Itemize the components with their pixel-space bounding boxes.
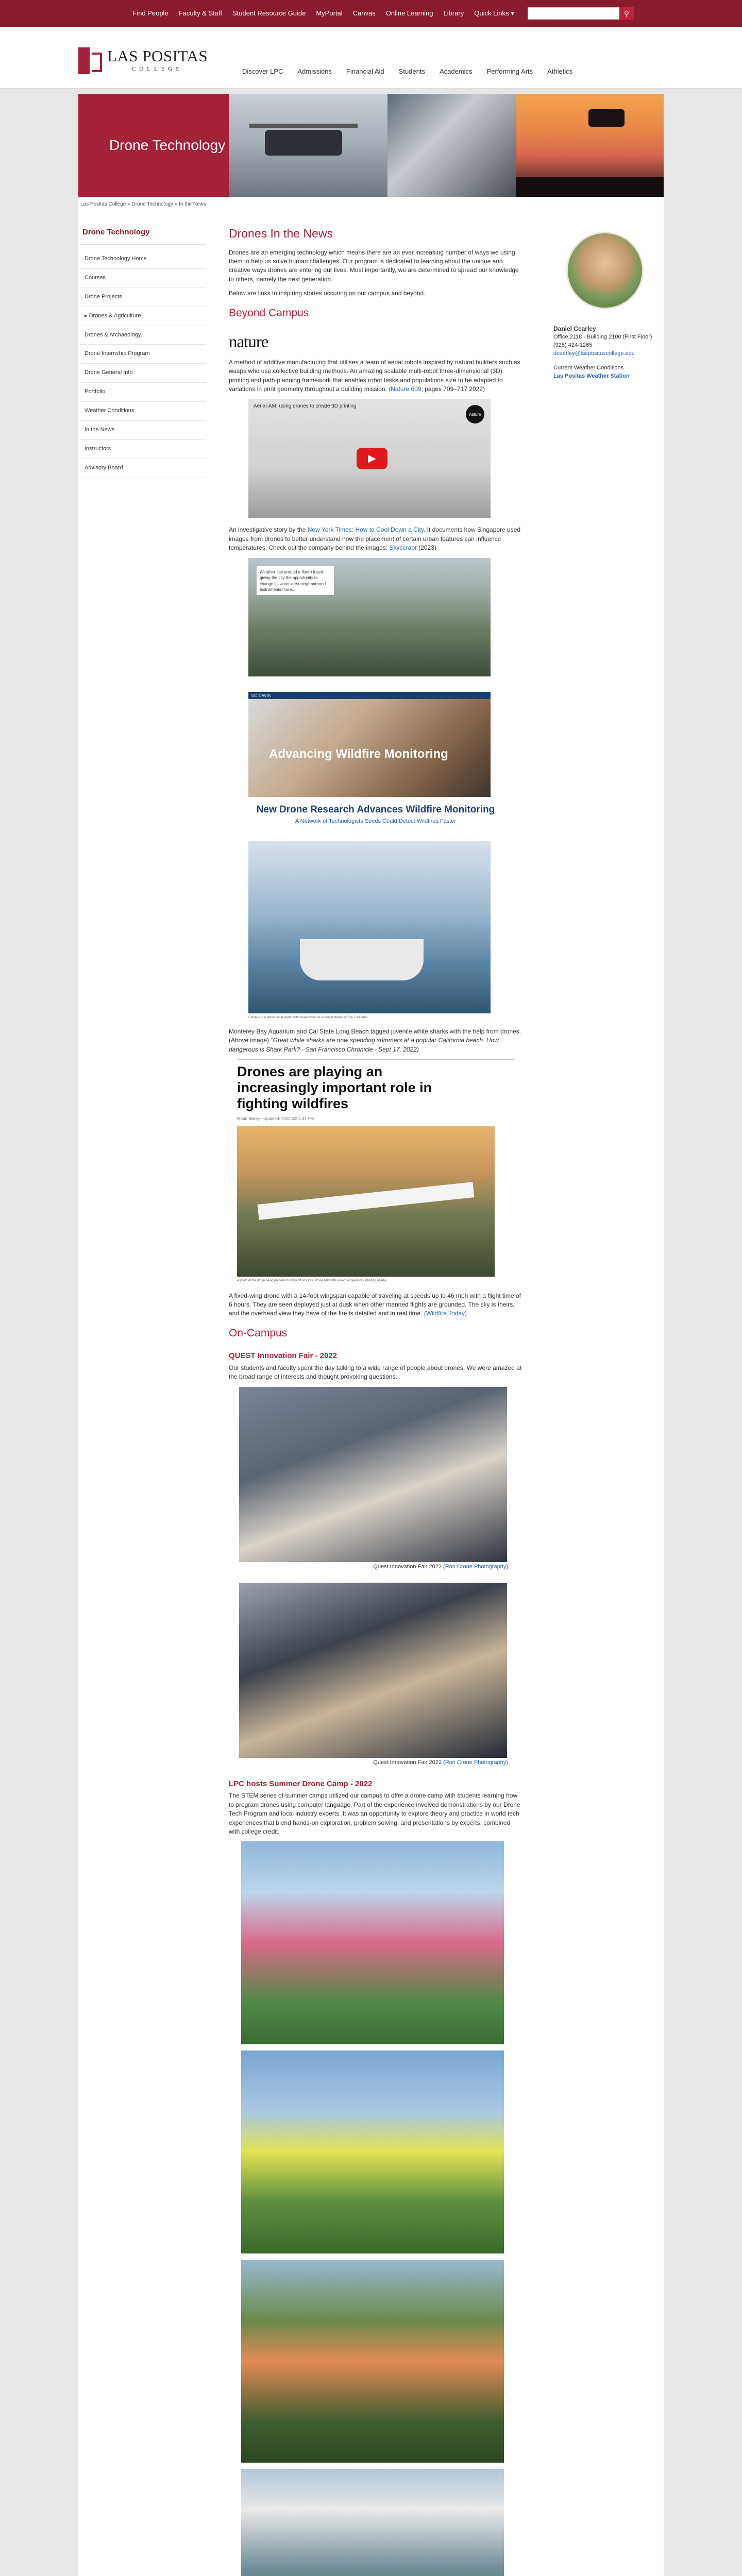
city-aerial-image (248, 558, 491, 676)
shark-boat-image (248, 841, 491, 1013)
utility-link-myportal[interactable]: MyPortal (316, 9, 343, 17)
video-title: Aerial-AM: using drones to create 3D printing (254, 403, 357, 410)
camp-photo-1 (241, 1841, 504, 2044)
nature-logo: nature (229, 332, 268, 351)
nav-students[interactable]: Students (398, 67, 425, 75)
main-content (229, 227, 522, 2576)
instructor-office: Office 2118 - Building 2100 (First Floor) (553, 334, 652, 341)
skyscrapr-link[interactable]: Skyscrapr (389, 544, 417, 552)
top-utility-bar (0, 0, 742, 27)
play-icon: ▶ (368, 452, 376, 464)
fixed-wing-drone-image (237, 1126, 495, 1277)
sidebar-item-advisory-board[interactable]: Advisory Board (80, 459, 206, 478)
nature-text: A method of additive manufacturing that utilises a team of aerial robots inspired by natural builders such as wasps who use collective building methods. An amazing scalable multi-robot three-dimensional (3D) printing and path-planning framework that enables robot tasks and populations size to be adapted to variations in print geometry throughout a building mission. (229, 358, 520, 393)
chevron-right-icon: ▸ (85, 312, 89, 319)
avatar (566, 232, 644, 309)
logo-line1: LAS POSITAS (107, 47, 208, 65)
nature-paragraph (229, 358, 522, 394)
search-button[interactable] (619, 7, 634, 20)
banner-title: Drone Technology (109, 137, 226, 153)
site-search (528, 7, 634, 20)
breadcrumb[interactable]: Las Positas College » Drone Technology » In the News (78, 197, 664, 210)
shark-paragraph (229, 1027, 522, 1054)
quest-photo-1-credit (229, 1563, 508, 1571)
credit-text: Quest Innovation Fair 2022 (373, 1759, 444, 1766)
sidebar-item-instructors[interactable]: Instructors (80, 440, 206, 459)
nav-financial-aid[interactable]: Financial Aid (346, 67, 384, 75)
sidebar-title[interactable]: Drone Technology (80, 227, 206, 245)
chevron-down-icon: ▾ (511, 9, 514, 17)
banner-image-sunset-drone (516, 94, 664, 197)
wildfire-today-link[interactable]: (Wildfire Today) (424, 1310, 467, 1317)
shark-source: - San Francisco Chronicle - Sept 17, 2022) (300, 1045, 419, 1053)
fixed-wing-text: A fixed-wing drone with a 14-foot wingspan capable of traveling at speeds up to 46 mph with a flight time of 6 hours. They are seen deployed just at dusk when other manned flights are grounded. The sky is theirs, and the overhead view they have of the fire is detailed and in real time. (229, 1292, 521, 1317)
banner-image-controller (387, 94, 516, 197)
nyt-text-pre: An investigative story by the (229, 526, 308, 534)
intro-paragraph: Drones are an emerging technology which means there are an ever increasing number of ways we using them to help us solve human challenges. Our program is dedicated to learning about the unique and creative ways drones are entering our lives. Most importantly, we are determined to spread our knowledge to others, namely the next generation. (229, 248, 519, 283)
quest-photo-1 (239, 1387, 507, 1562)
sidebar-item-courses[interactable]: Courses (80, 269, 206, 288)
instructor-name: Daniel Cearley (553, 325, 596, 332)
fixed-wing-paragraph (229, 1292, 522, 1318)
utility-link-canvas[interactable]: Canvas (352, 9, 376, 17)
sidebar-list (80, 250, 206, 478)
logo-text (107, 48, 208, 74)
nyt-year: (2023) (416, 544, 436, 552)
utility-link-online-learning[interactable]: Online Learning (385, 9, 433, 17)
college-logo[interactable] (78, 47, 208, 74)
video-embed[interactable] (248, 399, 491, 518)
page-banner (78, 94, 664, 197)
article-byline: Marin Bailey · Updated: 7/3/2022 4:41 PM (237, 1116, 314, 1122)
wildfire-overlay-title: Advancing Wildfire Monitoring (269, 747, 448, 761)
nyt-link[interactable]: New York Times: How to Cool Down a City (307, 526, 424, 534)
site-header (0, 27, 742, 89)
ucdavis-bar: UC DAVIS (248, 692, 491, 699)
boat-image-caption: Campus of a drone being tested with researchers on a boat in Monterey Bay, California (248, 1016, 368, 1020)
sidebar-item-archaeology[interactable]: Drones & Archaeology (80, 326, 206, 345)
weather-station-link[interactable]: Las Positas Weather Station (553, 373, 630, 380)
sidebar-item-general-info[interactable]: Drone General Info (80, 364, 206, 383)
article-headline: Drones are playing an increasingly important role in fighting wildfires (237, 1064, 432, 1112)
search-icon: ⚲ (623, 9, 630, 18)
camp-photo-3 (241, 2260, 504, 2463)
sidebar-item-label: Drones & Agriculture (89, 312, 141, 319)
banner-wrapper (0, 89, 742, 197)
quick-links-label: Quick Links (474, 9, 509, 17)
intro-paragraph-2: Below are links to inspiring stories occuring on our campus and beyond. (229, 290, 426, 297)
article-caption: A photo of the drone being prepared for takeoff at a local drone field with a team of operators standing nearby. (237, 1279, 387, 1282)
instructor-profile (553, 227, 656, 2576)
section-on-campus: On-Campus (229, 1327, 288, 1339)
search-input[interactable] (528, 7, 619, 20)
utility-link-library[interactable]: Library (443, 9, 464, 17)
credit-text: Quest Innovation Fair 2022 (373, 1563, 444, 1570)
utility-link-quick-links[interactable] (474, 9, 514, 19)
main-nav (242, 67, 572, 77)
quest-title: QUEST Innovation Fair - 2022 (229, 1351, 338, 1361)
nyt-text-post: . It documents how Singapore used images from drones to better understand how the placement of certain urban features can influence temperatures. Check out the company behind the images: (229, 526, 521, 552)
content-area (78, 210, 664, 2576)
section-beyond-campus: Beyond Campus (229, 307, 309, 319)
sidebar-item-in-the-news[interactable]: In the News (80, 421, 206, 440)
sidebar-item-agriculture[interactable] (80, 307, 206, 326)
sidebar-item-portfolio[interactable]: Portfolio (80, 383, 206, 402)
nav-academics[interactable]: Academics (439, 67, 473, 75)
nav-admissions[interactable]: Admissions (297, 67, 332, 75)
logo-mark-icon (78, 47, 104, 74)
utility-link-faculty-staff[interactable]: Faculty & Staff (178, 9, 222, 17)
city-image-caption-box: Weather fast around a fluoro fused... giving the city the opportunity to change its water-area neighborhood. Instruments more... (257, 566, 334, 595)
sidebar (78, 227, 206, 2576)
sidebar-item-internship[interactable]: Drone Internship Program (80, 345, 206, 364)
video-channel-badge: nature (466, 405, 484, 423)
play-button[interactable] (357, 448, 387, 469)
nyt-paragraph (229, 526, 522, 552)
wildfire-headline: New Drone Research Advances Wildfire Monitoring (256, 804, 495, 815)
nav-discover-lpc[interactable]: Discover LPC (242, 67, 283, 75)
utility-link-find-people[interactable]: Find People (132, 9, 168, 17)
wildfire-caption (229, 804, 522, 826)
quest-photo-2-credit (229, 1759, 508, 1767)
nature-citation-link[interactable]: (Nature 609 (389, 385, 421, 393)
sidebar-item-weather[interactable]: Weather Conditions (80, 402, 206, 421)
camp-title: LPC hosts Summer Drone Camp - 2022 (229, 1779, 373, 1788)
camp-photo-4 (241, 2469, 504, 2576)
nav-performing-arts[interactable]: Performing Arts (486, 67, 533, 75)
quest-paragraph: Our students and faculty spent the day talking to a wide range of people about drones. We were amazed at the broad range of interests and thought provoking questions. (229, 1364, 522, 1381)
sidebar-item-drone-projects[interactable]: Drone Projects (80, 288, 206, 307)
utility-link-student-resource-guide[interactable]: Student Resource Guide (232, 9, 306, 17)
nav-athletics[interactable]: Athletics (547, 67, 573, 75)
ron-crone-link-2[interactable]: (Ron Crone Photography) (443, 1759, 508, 1766)
camp-photo-2 (241, 2050, 504, 2253)
logo-line2: COLLEGE (131, 66, 183, 73)
sidebar-item-home[interactable]: Drone Technology Home (80, 250, 206, 269)
wildfire-image (248, 692, 491, 797)
shark-text: Monterey Bay Aquarium and Cal State Long Beach tagged juvenile white sharks with the help from drones. (Above image) (229, 1027, 521, 1044)
wildfire-article-clip (237, 1059, 515, 1283)
instructor-email-link[interactable]: dcearley@laspositascollege.edu (553, 350, 635, 357)
wildfire-subtitle-link[interactable]: A Network of Technologists Seeds Could Detect Wildfires Faster (295, 818, 457, 825)
nature-citation-rest: , pages 709–717 2022) (421, 385, 485, 393)
utility-links (132, 9, 514, 19)
instructor-phone: (925) 424-1265 (553, 342, 593, 349)
weather-label: Current Weather Conditions (553, 365, 624, 371)
banner-title-block (78, 94, 229, 197)
ron-crone-link-1[interactable]: (Ron Crone Photography) (443, 1563, 508, 1570)
camp-paragraph: The STEM series of summer camps utilized our campus to offer a drone camp with students learning how to program drones using computer language. Part of the experience involved demonstrations by our Drone Tech Program and local industry experts. It was an opportunity to explore theory and practice in world tech experiences that blend hands-on exploration, problem solving, and presentations by experts, combined with college credit. (229, 1792, 520, 1835)
shark-quote: "Great white sharks are now spending summers at a popular California beach. How dangerous is Shark Park? (229, 1037, 499, 1053)
quest-photo-2 (239, 1583, 507, 1758)
banner-image-drone (229, 94, 387, 197)
page-title: Drones In the News (229, 227, 333, 240)
